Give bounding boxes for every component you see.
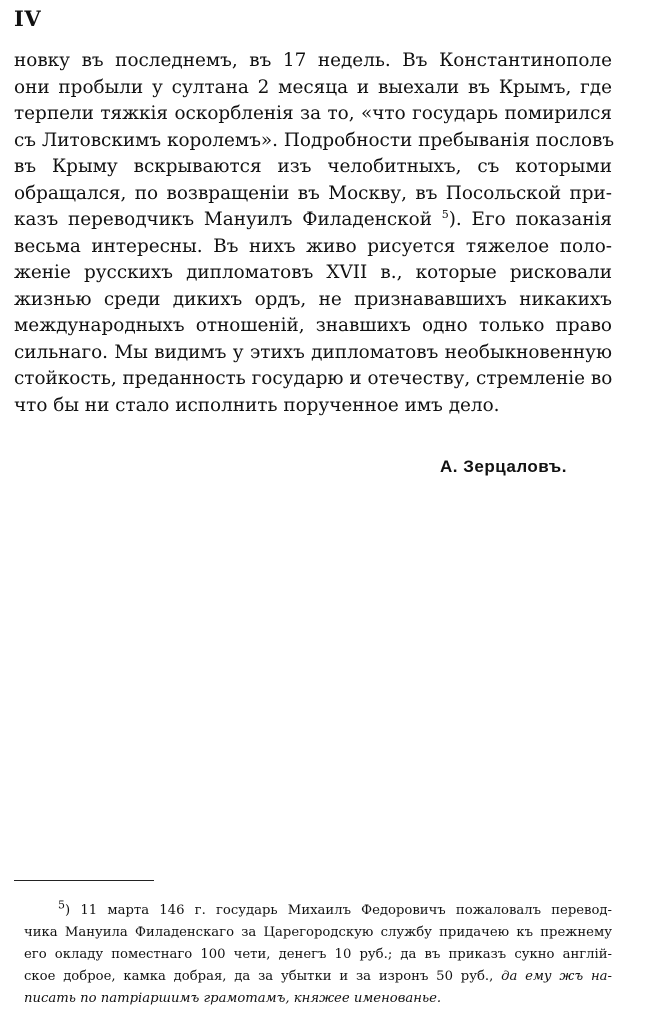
footnote-reference: 5 bbox=[441, 207, 449, 221]
text-line: жизнью среди дикихъ ордъ, не признававшихъ никакихъ bbox=[14, 288, 612, 310]
footnotes bbox=[24, 900, 612, 1010]
footnote-line: писать по патріаршимъ грамотамъ, княжее именованье. bbox=[24, 991, 442, 1006]
footnote-line: чика Мануила Филаденскаго за Царегородскую службу придачею къ прежнему bbox=[24, 925, 612, 940]
footnote-divider bbox=[14, 880, 154, 881]
italic-segment: да ему жъ на- bbox=[501, 969, 612, 984]
footnote-number: 5 bbox=[58, 898, 65, 912]
text-line: что бы ни стало исполнить порученное имъ дело. bbox=[14, 394, 500, 416]
footnote-line bbox=[24, 966, 612, 988]
footnote-line bbox=[24, 900, 612, 922]
text-segment: казъ переводчикъ Мануилъ Филаденской bbox=[14, 209, 432, 230]
author-signature: А. Зерцаловъ. bbox=[440, 457, 567, 476]
text-line bbox=[14, 207, 612, 234]
body-text bbox=[14, 48, 615, 419]
text-line: обращался, по возвращеніи въ Москву, въ Посольской при- bbox=[14, 182, 612, 204]
text-line: весьма интересны. Въ нихъ живо рисуется тяжелое поло- bbox=[14, 235, 612, 257]
text-line: женіе русскихъ дипломатовъ XVII в., которые рисковали bbox=[14, 262, 612, 283]
text-line: съ Литовскимъ королемъ». Подробности пребыванія пословъ bbox=[14, 129, 615, 151]
text-line: они пробыли у султана 2 месяца и выехали въ Крымъ, где bbox=[14, 76, 612, 98]
page-number: IV bbox=[14, 6, 42, 31]
text-segment: ) 11 марта 146 г. государь Михаилъ Федоровичъ пожаловалъ перевод- bbox=[65, 903, 612, 918]
text-line: международныхъ отношеній, знавшихъ одно только право bbox=[14, 315, 612, 336]
text-segment: ). Его показанія bbox=[448, 209, 612, 230]
text-line: новку въ последнемъ, въ 17 недель. Въ Константинополе bbox=[14, 50, 612, 71]
text-line: сильнаго. Мы видимъ у этихъ дипломатовъ необыкновенную bbox=[14, 341, 612, 363]
text-line: терпели тяжкія оскорбленія за то, «что государь помирился bbox=[14, 103, 612, 124]
text-segment: ское доброе, камка добрая, да за убытки и за изронъ 50 руб., bbox=[24, 969, 494, 984]
text-line: въ Крыму вскрываются изъ челобитныхъ, съ которыми bbox=[14, 156, 612, 177]
footnote-line: его окладу поместнаго 100 чети, денегъ 10 руб.; да въ приказъ сукно англій- bbox=[24, 947, 612, 962]
text-line: стойкость, преданность государю и отечеству, стремленіе во bbox=[14, 368, 613, 389]
